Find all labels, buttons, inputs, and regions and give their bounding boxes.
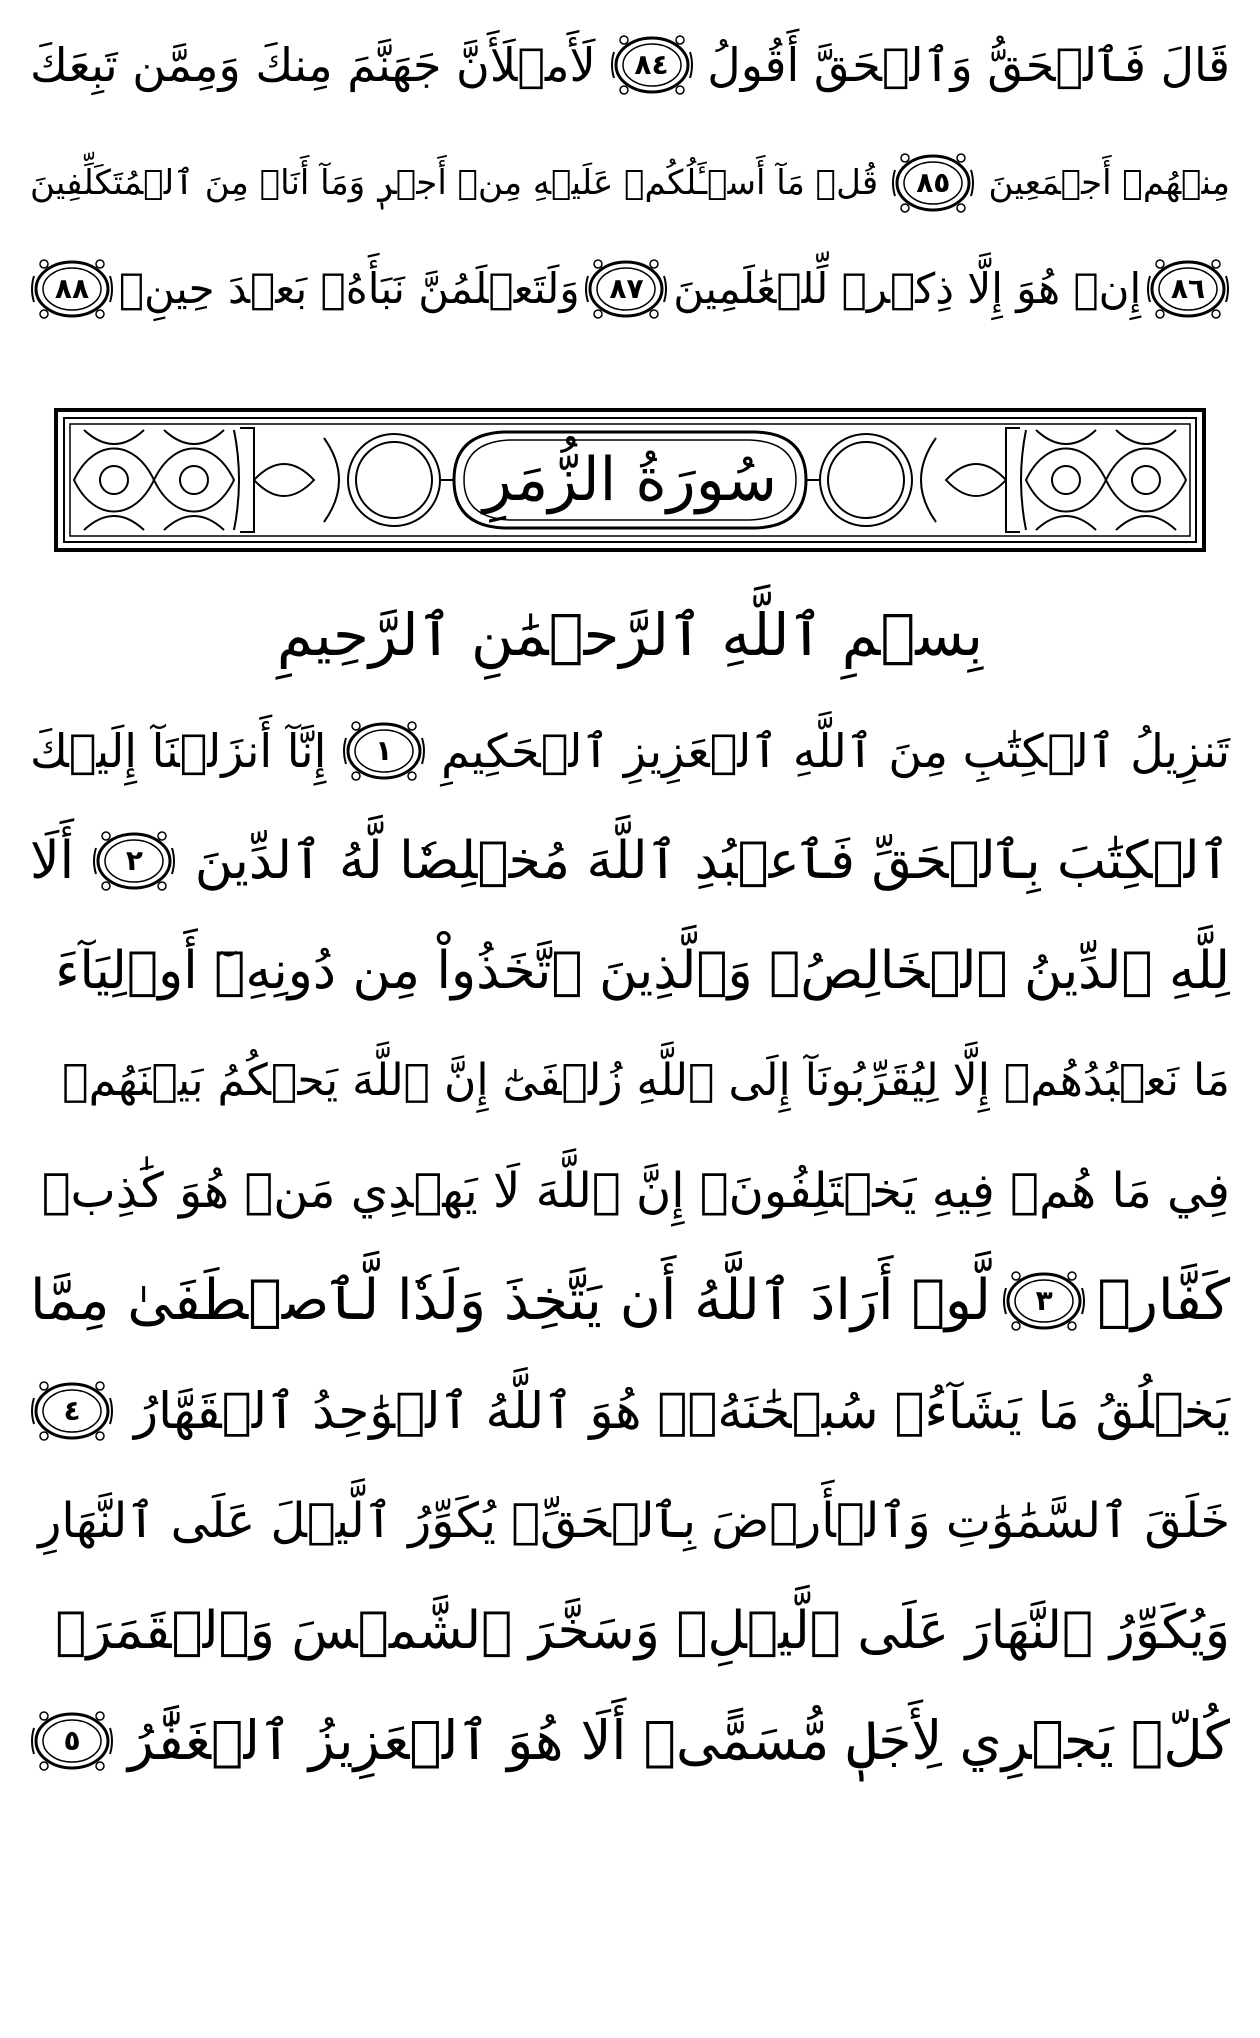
ayah-number: ١ xyxy=(375,734,393,767)
verse-text: كُلّٞ يَجۡرِي لِأَجَلٖ مُّسَمًّىۗ أَلَا هُوَ ٱلۡعَزِيزُ ٱلۡغَفَّٰرُ xyxy=(127,1709,1230,1772)
ayah-number-marker xyxy=(342,718,426,784)
ayah-number: ٨٦ xyxy=(1170,272,1206,305)
verse-line xyxy=(30,1466,1230,1576)
verse-text: مِنۡهُمۡ أَجۡمَعِينَ xyxy=(988,163,1230,203)
verse-text: لِلَّهِ ٱلدِّينُ ٱلۡخَالِصُۚ وَٱلَّذِينَ ٱتَّخَذُواْ مِن دُونِهِۦٓ أَوۡلِيَآءَ xyxy=(55,941,1230,1001)
verse-text: أَلَا xyxy=(30,831,75,891)
ayah-number: ٨٤ xyxy=(634,48,669,81)
verse-text: يَخۡلُقُ مَا يَشَآءُۚ سُبۡحَٰنَهُۥۖ هُوَ ٱللَّهُ ٱلۡوَٰحِدُ ٱلۡقَهَّارُ xyxy=(133,1382,1230,1440)
ayah-number-marker xyxy=(92,828,176,894)
verse-line xyxy=(30,128,1230,238)
verse-line xyxy=(30,1026,1230,1136)
verse-text: خَلَقَ ٱلسَّمَٰوَٰتِ وَٱلۡأَرۡضَ بِٱلۡحَقِّۖ يُكَوِّرُ ٱلَّيۡلَ عَلَى ٱلنَّهَارِ xyxy=(38,1493,1230,1549)
verse-text: قُلۡ مَآ أَسۡـَٔلُكُمۡ عَلَيۡهِ مِنۡ أَجۡرٖ وَمَآ أَنَا۠ مِنَ ٱلۡمُتَكَلِّفِينَ xyxy=(30,163,879,203)
ayah-number-marker xyxy=(1002,1268,1086,1334)
verse-line xyxy=(30,234,1230,344)
surah-title: سُورَةُ الزُّمَرِ xyxy=(482,445,778,515)
verse-text: مَا نَعۡبُدُهُمۡ إِلَّا لِيُقَرِّبُونَآ إِلَى ٱللَّهِ زُلۡفَىٰٓ إِنَّ ٱللَّهَ يَحۡكُمُ بَيۡنَهُمۡ xyxy=(62,1055,1230,1106)
ayah-number-marker xyxy=(584,256,668,322)
verse-line xyxy=(30,1136,1230,1246)
verse-text: إِنَّآ أَنزَلۡنَآ إِلَيۡكَ xyxy=(30,724,327,778)
surah-header-frame xyxy=(54,408,1206,552)
verse-text: كَفَّارٞ xyxy=(1097,1268,1230,1333)
verse-line xyxy=(30,916,1230,1026)
verse-line xyxy=(30,696,1230,806)
ayah-number: ٨٥ xyxy=(916,166,951,199)
ayah-number-marker xyxy=(30,256,114,322)
ayah-number: ٥ xyxy=(63,1724,81,1757)
verse-text: لَّوۡ أَرَادَ ٱللَّهُ أَن يَتَّخِذَ وَلَدٗا لَّٱصۡطَفَىٰ مِمَّا xyxy=(30,1268,991,1333)
verse-line xyxy=(30,1246,1230,1356)
verse-text: إِنۡ هُوَ إِلَّا ذِكۡرٞ لِّلۡعَٰلَمِينَ xyxy=(673,264,1142,313)
verse-line xyxy=(30,1576,1230,1686)
verse-text: وَيُكَوِّرُ ٱلنَّهَارَ عَلَى ٱلَّيۡلِۖ وَسَخَّرَ ٱلشَّمۡسَ وَٱلۡقَمَرَۖ xyxy=(55,1601,1230,1661)
ayah-number: ٤ xyxy=(63,1394,81,1427)
verse-line xyxy=(30,1356,1230,1466)
ayah-number: ٢ xyxy=(125,844,143,877)
verse-line xyxy=(30,10,1230,120)
ayah-number-marker xyxy=(30,1708,114,1774)
ayah-number: ٨٧ xyxy=(609,272,644,305)
verse-line xyxy=(30,806,1230,916)
verse-text: لَأَمۡلَأَنَّ جَهَنَّمَ مِنكَ وَمِمَّن تَبِعَكَ xyxy=(30,38,596,92)
basmala: بِسۡمِ ٱللَّهِ ٱلرَّحۡمَٰنِ ٱلرَّحِيمِ xyxy=(276,601,984,669)
verse-line xyxy=(30,1686,1230,1796)
verse-text: ٱلۡكِتَٰبَ بِٱلۡحَقِّ فَٱعۡبُدِ ٱللَّهَ مُخۡلِصٗا لَّهُ ٱلدِّينَ xyxy=(194,831,1230,891)
ayah-number-marker xyxy=(891,150,975,216)
verse-text: تَنزِيلُ ٱلۡكِتَٰبِ مِنَ ٱللَّهِ ٱلۡعَزِيزِ ٱلۡحَكِيمِ xyxy=(441,724,1230,778)
ayah-number: ٣ xyxy=(1035,1284,1053,1317)
ayah-number-marker xyxy=(610,32,694,98)
ayah-number: ٨٨ xyxy=(54,272,90,305)
verse-text: فِي مَا هُمۡ فِيهِ يَخۡتَلِفُونَۗ إِنَّ ٱللَّهَ لَا يَهۡدِي مَنۡ هُوَ كَٰذِبٞ xyxy=(41,1163,1230,1219)
verse-text: قَالَ فَٱلۡحَقُّ وَٱلۡحَقَّ أَقُولُ xyxy=(707,38,1230,92)
ayah-number-marker xyxy=(1146,256,1230,322)
verse-text: وَلَتَعۡلَمُنَّ نَبَأَهُۥ بَعۡدَ حِينِۭ xyxy=(118,264,580,313)
ayah-number-marker xyxy=(30,1378,114,1444)
